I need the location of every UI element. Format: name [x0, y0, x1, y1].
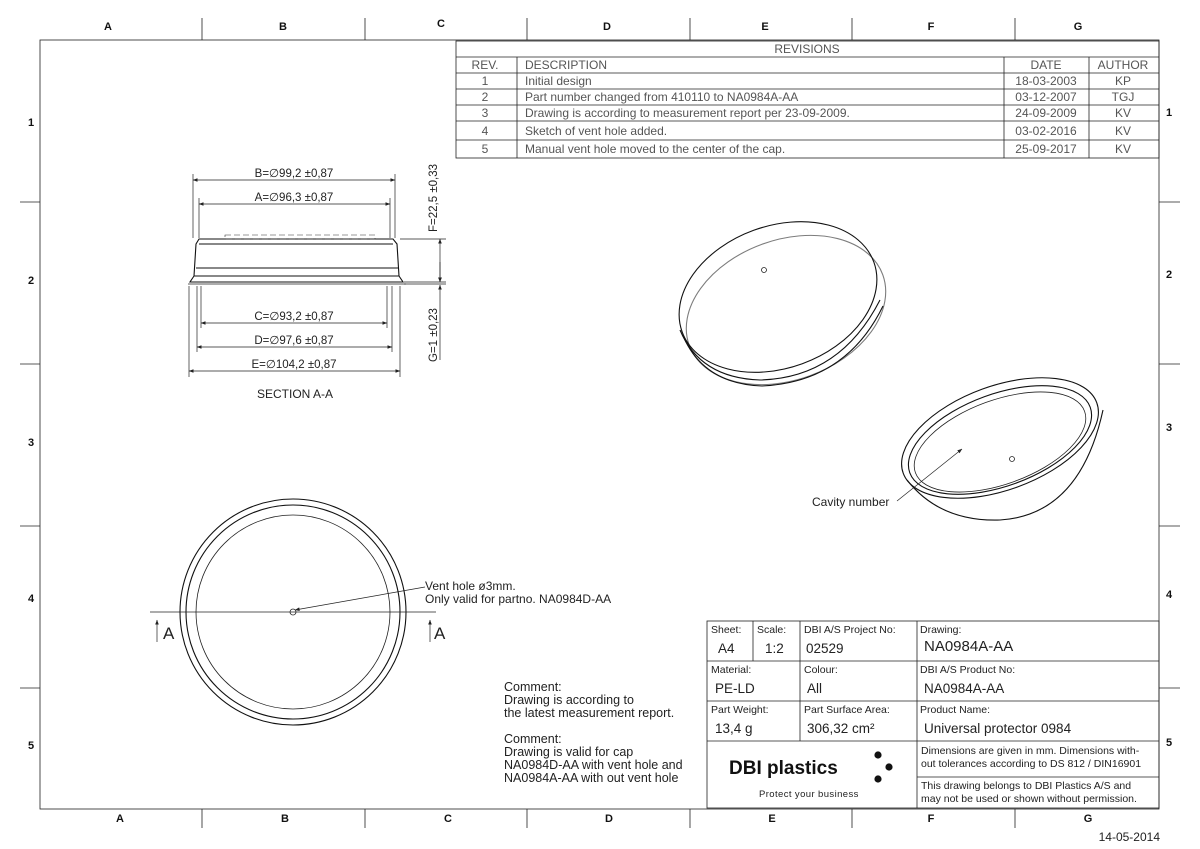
zone-col-a-bottom: A [116, 813, 124, 825]
comment-2-line-1: Comment: [504, 732, 562, 746]
tb-drawing-value: NA0984A-AA [924, 638, 1014, 655]
revisions-header-description: DESCRIPTION [525, 58, 608, 72]
tb-surface-label: Part Surface Area: [804, 704, 890, 716]
comment-1-line-2: Drawing is according to [504, 693, 634, 707]
zone-col-b-bottom: B [281, 813, 289, 825]
tb-colour-label: Colour: [804, 664, 838, 676]
revision-2-rev: 2 [481, 90, 489, 104]
tb-product-no-value: NA0984A-AA [924, 681, 1005, 696]
tb-material-value: PE-LD [715, 681, 755, 696]
zone-col-c-bottom: C [444, 813, 452, 825]
tb-product-name-label: Product Name: [920, 704, 991, 716]
zone-col-d-top: D [603, 21, 611, 33]
zone-col-d-bottom: D [605, 813, 613, 825]
zone-row-2-left: 2 [27, 275, 35, 287]
zone-col-g-top: G [1073, 21, 1083, 33]
revision-1-rev: 1 [481, 74, 489, 88]
section-marker-left: A [163, 624, 175, 643]
dim-d-label: D=∅97,6 ±0,87 [254, 335, 334, 347]
tb-product-no-label: DBI A/S Product No: [920, 664, 1016, 676]
comment-2-line-4: NA0984A-AA with out vent hole [504, 771, 679, 785]
vent-note-line-1: Vent hole ø3mm. [425, 579, 516, 593]
revision-3-author: KV [1114, 106, 1132, 120]
tb-sheet-label: Sheet: [711, 624, 742, 636]
comments [504, 680, 683, 785]
tb-surface-value: 306,32 cm² [807, 721, 875, 736]
tb-dims-note-1: Dimensions are given in mm. Dimensions with- [921, 745, 1140, 757]
comment-1-line-3: the latest measurement report. [504, 706, 675, 720]
dim-g-label: G=1 ±0,23 [428, 308, 440, 362]
zone-row-1-left: 1 [27, 117, 35, 129]
revision-2-date: 03-12-2007 [1015, 90, 1077, 104]
zone-col-f-top: F [927, 21, 935, 33]
section-view [188, 164, 446, 401]
dbi-plastics-logo [729, 751, 893, 800]
revision-1-author: KP [1114, 74, 1132, 88]
iso-view-top [658, 195, 907, 411]
zone-row-3-left: 3 [27, 437, 35, 449]
comment-2-line-2: Drawing is valid for cap [504, 745, 634, 759]
dim-c-label: C=∅93,2 ±0,87 [254, 311, 334, 323]
tb-material-label: Material: [711, 664, 752, 676]
revision-3-rev: 3 [481, 106, 489, 120]
zone-col-g-bottom: G [1083, 813, 1093, 825]
cavity-number-label: Cavity number [812, 495, 890, 509]
zone-row-5-right: 5 [1165, 737, 1173, 749]
zone-row-3-right: 3 [1165, 422, 1173, 434]
revisions-title: REVISIONS [774, 42, 840, 56]
revision-1-description: Initial design [525, 74, 592, 88]
tb-colour-value: All [807, 681, 823, 696]
revisions-header-author: AUTHOR [1097, 58, 1149, 72]
revision-2-author: TGJ [1111, 90, 1135, 104]
zone-row-2-right: 2 [1165, 269, 1173, 281]
comment-1-line-1: Comment: [504, 680, 562, 694]
revision-4-author: KV [1114, 124, 1132, 138]
section-marker-right: A [434, 624, 446, 643]
dim-e-label: E=∅104,2 ±0,87 [251, 359, 337, 371]
zone-row-4-left: 4 [27, 593, 35, 605]
zone-row-4-right: 4 [1165, 589, 1173, 601]
tb-drawing-label: Drawing: [920, 624, 962, 636]
vent-note-line-2: Only valid for partno. NA0984D-AA [425, 592, 612, 606]
title-block [707, 621, 1159, 808]
dim-f-label: F=22,5 ±0,33 [428, 163, 440, 232]
tb-weight-label: Part Weight: [711, 704, 769, 716]
zone-col-c-top: C [437, 18, 445, 30]
zone-col-e-bottom: E [768, 813, 776, 825]
zone-col-e-top: E [761, 21, 769, 33]
revisions-header-date: DATE [1030, 58, 1062, 72]
revision-2-description: Part number changed from 410110 to NA0984A-AA [525, 90, 799, 104]
tb-project-value: 02529 [806, 641, 844, 656]
revision-4-date: 03-02-2016 [1015, 124, 1077, 138]
revision-4-description: Sketch of vent hole added. [525, 124, 668, 138]
revision-3-description: Drawing is according to measurement report per 23-09-2009. [525, 106, 850, 120]
tb-scale-label: Scale: [757, 624, 787, 636]
revision-5-rev: 5 [481, 142, 489, 156]
revisions-header-rev: REV. [471, 58, 499, 72]
logo-tagline: Protect your business [759, 789, 859, 800]
tb-scale-value: 1:2 [765, 641, 784, 656]
tb-owner-note-1: This drawing belongs to DBI Plastics A/S and [921, 780, 1132, 792]
print-date: 14-05-2014 [1098, 830, 1160, 844]
tb-dims-note-2: out tolerances according to DS 812 / DIN16901 [921, 758, 1142, 770]
dim-a-label: A=∅96,3 ±0,87 [254, 192, 334, 204]
comment-2-line-3: NA0984D-AA with vent hole and [504, 758, 683, 772]
zone-col-f-bottom: F [927, 813, 935, 825]
revisions-table [456, 41, 1159, 158]
tb-project-label: DBI A/S Project No: [804, 624, 896, 636]
zone-row-1-right: 1 [1165, 107, 1173, 119]
logo-wordmark: DBI plastics [729, 758, 838, 779]
tb-weight-value: 13,4 g [715, 721, 753, 736]
revision-5-date: 25-09-2017 [1015, 142, 1077, 156]
zone-row-5-left: 5 [27, 740, 35, 752]
zone-col-b-top: B [279, 21, 287, 33]
revision-5-description: Manual vent hole moved to the center of the cap. [525, 142, 786, 156]
revision-1-date: 18-03-2003 [1015, 74, 1077, 88]
dim-b-label: B=∅99,2 ±0,87 [254, 168, 334, 180]
zone-col-a-top: A [104, 21, 112, 33]
section-title: SECTION A-A [256, 387, 334, 401]
tb-product-name-value: Universal protector 0984 [924, 721, 1072, 736]
tb-owner-note-2: may not be used or shown without permission. [921, 793, 1137, 805]
tb-sheet-value: A4 [718, 641, 735, 656]
revision-4-rev: 4 [481, 124, 489, 138]
revision-3-date: 24-09-2009 [1015, 106, 1077, 120]
iso-view-bottom [812, 354, 1115, 522]
revision-5-author: KV [1114, 142, 1132, 156]
